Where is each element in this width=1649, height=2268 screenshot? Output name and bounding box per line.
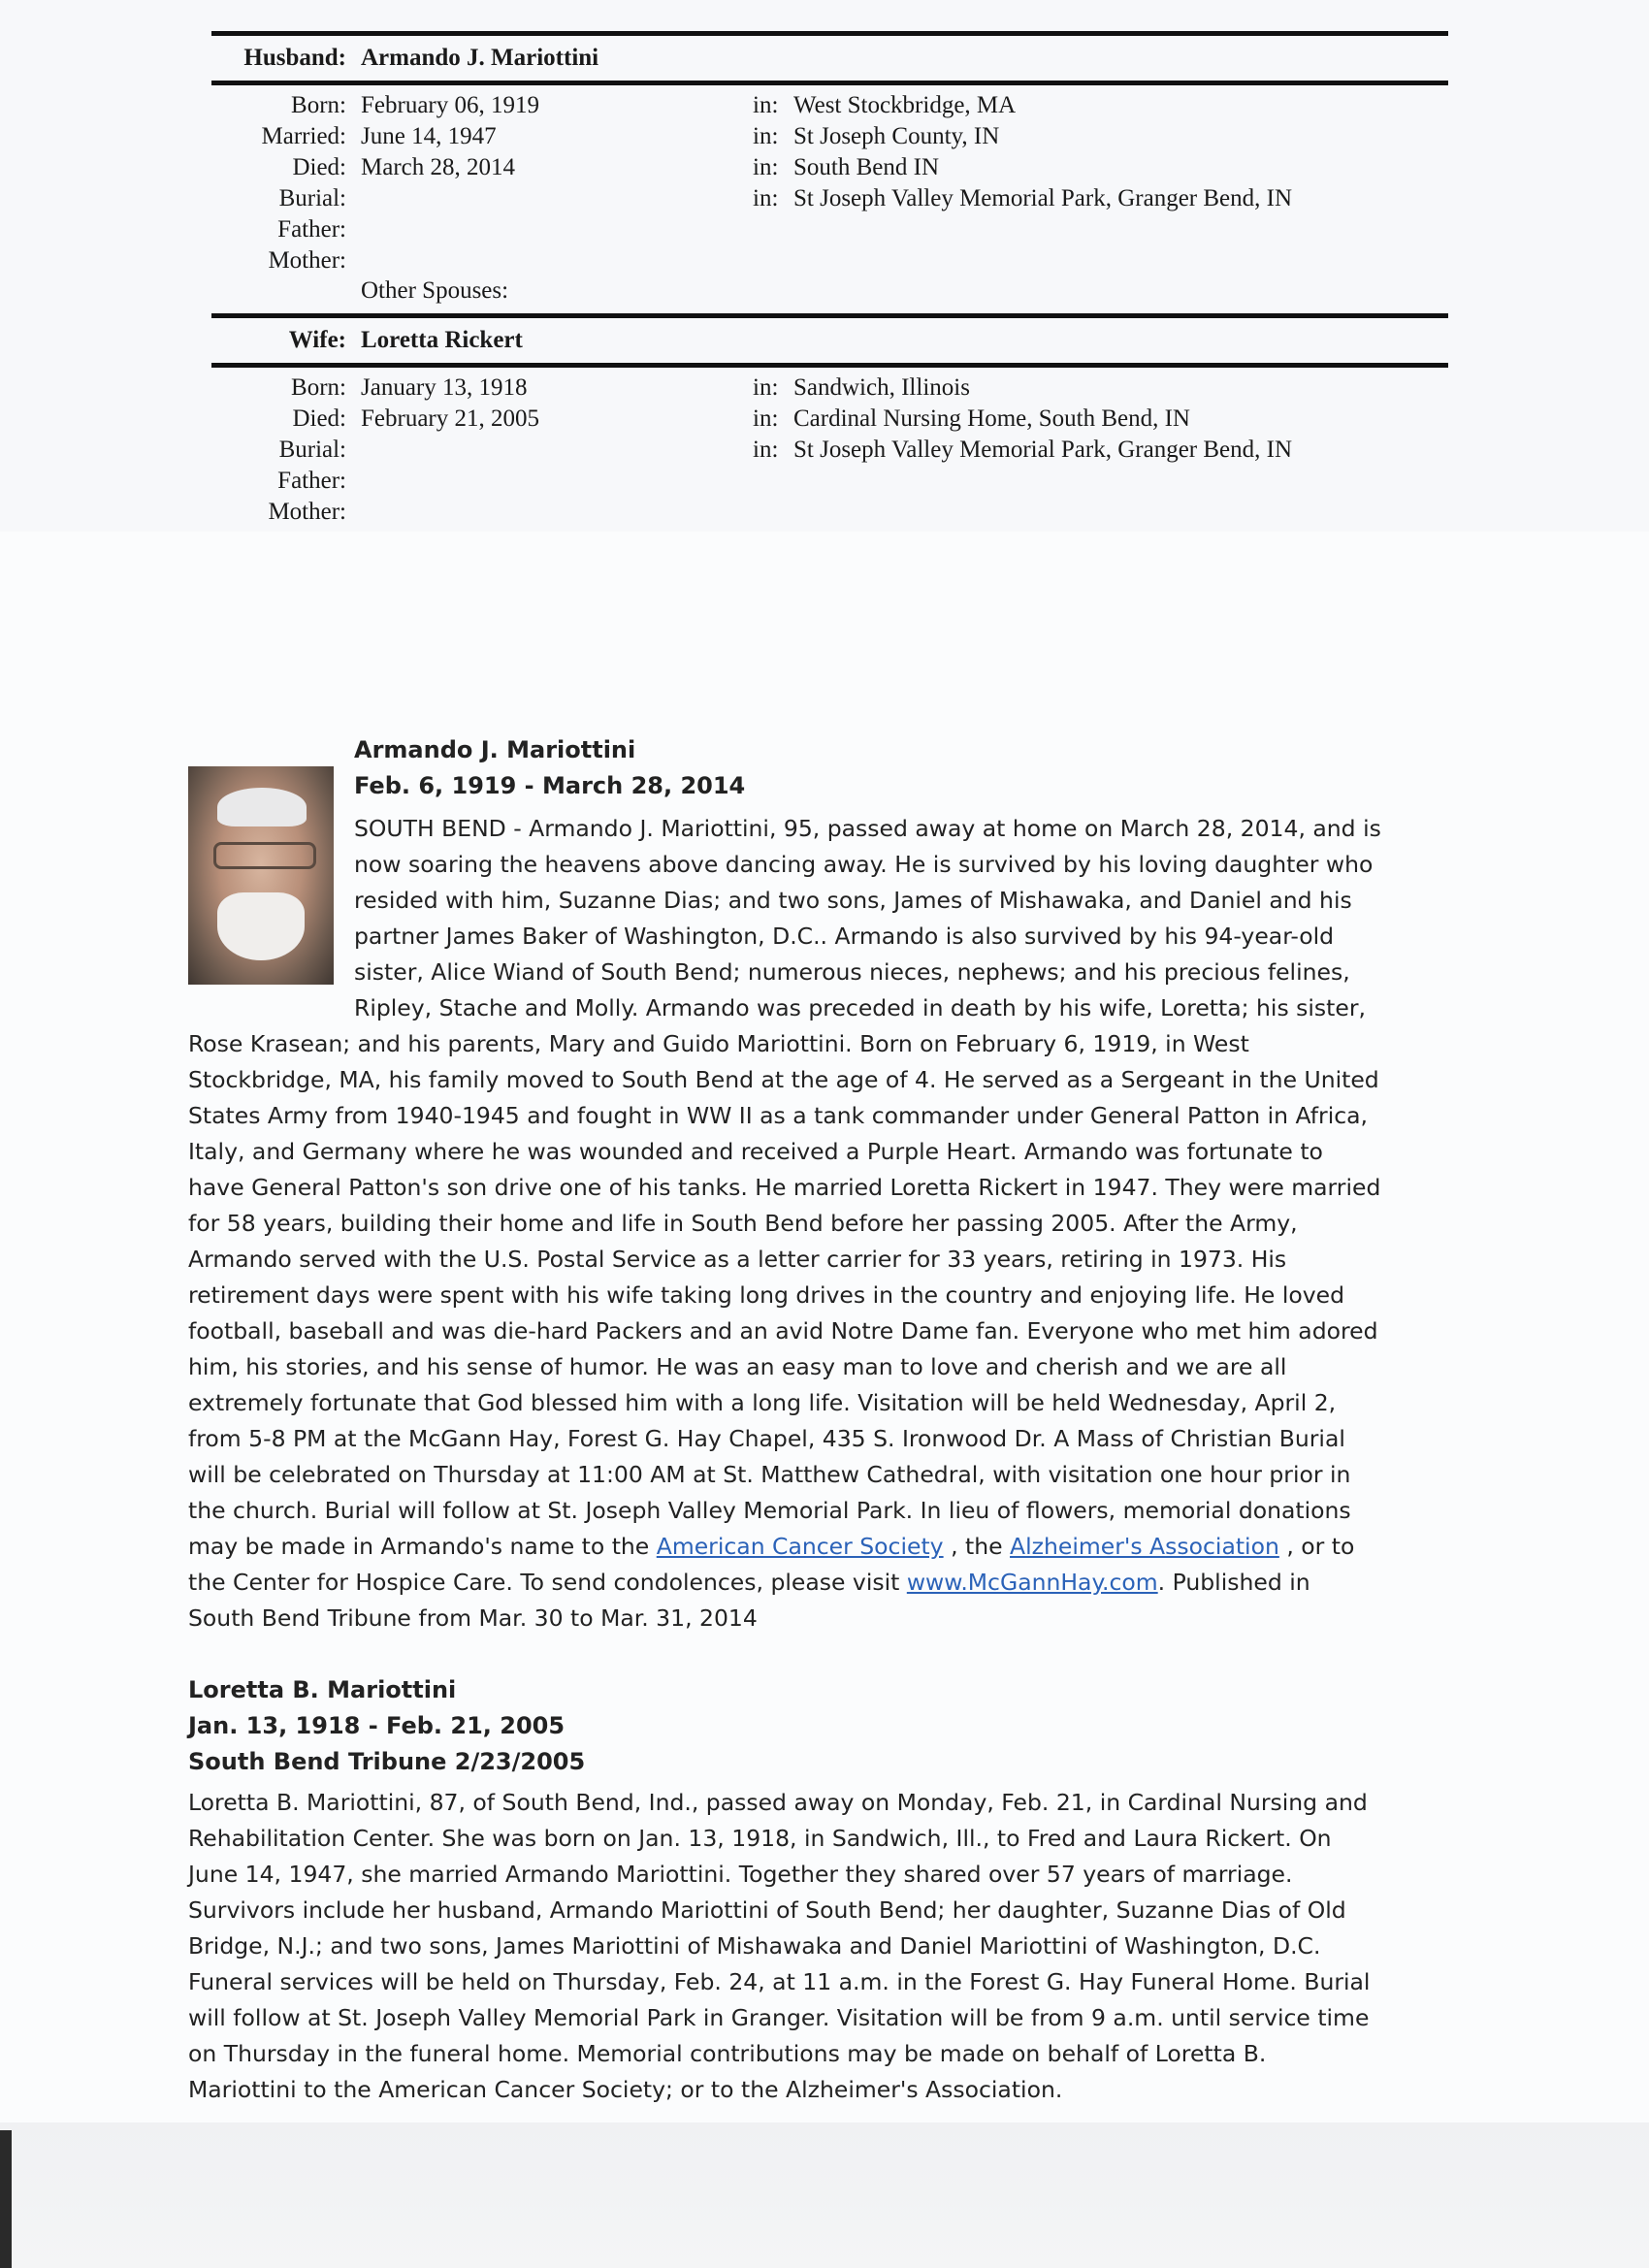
- armando-name-heading: Armando J. Mariottini: [354, 736, 636, 763]
- husband-label: Husband:: [243, 45, 346, 71]
- father-label: Father:: [277, 216, 346, 243]
- obit-line: Survivors include her husband, Armando Mariottini of South Bend; her daughter, Suzanne Dias of Old: [188, 1896, 1346, 1924]
- obit-line-with-links: [188, 1529, 1354, 1565]
- burial-place: St Joseph Valley Memorial Park, Granger Bend, IN: [793, 437, 1293, 463]
- alzheimers-association-link[interactable]: Alzheimer's Association: [1010, 1533, 1279, 1560]
- obit-line: Bridge, N.J.; and two sons, James Mariottini of Mishawaka and Daniel Mariottini of Washington, D.C.: [188, 1932, 1321, 1960]
- scanner-edge: [0, 2130, 12, 2268]
- obit-line: him, his stories, and his sense of humor. He was an easy man to love and cherish and we are all: [188, 1353, 1287, 1380]
- loretta-source-heading: South Bend Tribune 2/23/2005: [188, 1748, 586, 1775]
- in-label: in:: [753, 185, 779, 211]
- wife-name: Loretta Rickert: [361, 327, 523, 353]
- obit-line: Italy, and Germany where he was wounded and received a Purple Heart. Armando was fortunate to: [188, 1138, 1323, 1165]
- obit-line: Armando served with the U.S. Postal Service as a letter carrier for 33 years, retiring in 1973. His: [188, 1246, 1287, 1273]
- text-fragment: the Center for Hospice Care. To send condolences, please visit: [188, 1569, 907, 1596]
- died-place: South Bend IN: [793, 154, 939, 180]
- born-place: West Stockbridge, MA: [793, 92, 1017, 118]
- obit-line: the church. Burial will follow at St. Joseph Valley Memorial Park. In lieu of flowers, memorial donations: [188, 1497, 1351, 1524]
- text-fragment: . Published in: [1157, 1569, 1310, 1596]
- loretta-dates-heading: Jan. 13, 1918 - Feb. 21, 2005: [188, 1712, 566, 1739]
- obit-line: extremely fortunate that God blessed him with a long life. Visitation will be held Wednesday, April 2,: [188, 1389, 1337, 1416]
- wife-label: Wife:: [288, 327, 346, 353]
- obit-line: South Bend Tribune from Mar. 30 to Mar. 31, 2014: [188, 1604, 758, 1632]
- wife-top-rule: [211, 313, 1448, 318]
- burial-label: Burial:: [278, 185, 346, 211]
- in-label: in:: [753, 92, 779, 118]
- obit-line: Mariottini to the American Cancer Society; or to the Alzheimer's Association.: [188, 2076, 1063, 2103]
- obit-line: sister, Alice Wiand of South Bend; numerous nieces, nephews; and his precious felines,: [354, 958, 1350, 986]
- obit-line: Ripley, Stache and Molly. Armando was preceded in death by his wife, Loretta; his sister,: [354, 994, 1366, 1021]
- died-label: Died:: [292, 154, 346, 180]
- mother-label: Mother:: [268, 499, 346, 525]
- burial-place: St Joseph Valley Memorial Park, Granger Bend, IN: [793, 185, 1293, 211]
- portrait-glasses: [213, 842, 316, 869]
- portrait-hair: [217, 788, 307, 826]
- obit-line: Rose Krasean; and his parents, Mary and Guido Mariottini. Born on February 6, 1919, in West: [188, 1030, 1249, 1057]
- born-date: February 06, 1919: [361, 92, 539, 118]
- obit-line: football, baseball and was die-hard Packers and an avid Notre Dame fan. Everyone who met him adored: [188, 1317, 1378, 1345]
- obit-line: Stockbridge, MA, his family moved to South Bend at the age of 4. He served as a Sergeant in the United: [188, 1066, 1379, 1093]
- other-spouses-label: Other Spouses:: [361, 277, 509, 304]
- burial-label: Burial:: [278, 437, 346, 463]
- in-label: in:: [753, 374, 779, 401]
- obit-line: Funeral services will be held on Thursday, Feb. 24, at 11 a.m. in the Forest G. Hay Funeral Home. Burial: [188, 1968, 1371, 1995]
- obit-line: Rehabilitation Center. She was born on Jan. 13, 1918, in Sandwich, Ill., to Fred and Laura Rickert. On: [188, 1825, 1332, 1852]
- obit-line: have General Patton's son drive one of his tanks. He married Loretta Rickert in 1947. They were married: [188, 1174, 1381, 1201]
- obit-line: will be celebrated on Thursday at 11:00 AM at St. Matthew Cathedral, with visitation one hour prior in: [188, 1461, 1351, 1488]
- born-place: Sandwich, Illinois: [793, 374, 970, 401]
- loretta-name-heading: Loretta B. Mariottini: [188, 1676, 457, 1703]
- portrait-beard: [217, 892, 305, 960]
- mcgannhay-website-link[interactable]: www.McGannHay.com: [906, 1569, 1158, 1596]
- obit-line: June 14, 1947, she married Armando Mariottini. Together they shared over 57 years of marriage.: [188, 1861, 1293, 1888]
- died-date: February 21, 2005: [361, 405, 539, 432]
- in-label: in:: [753, 405, 779, 432]
- obit-line: now soaring the heavens above dancing away. He is survived by his loving daughter who: [354, 851, 1374, 878]
- died-label: Died:: [292, 405, 346, 432]
- in-label: in:: [753, 437, 779, 463]
- obit-line: from 5-8 PM at the McGann Hay, Forest G. Hay Chapel, 435 S. Ironwood Dr. A Mass of Christian Burial: [188, 1425, 1345, 1452]
- text-fragment: may be made in Armando's name to the: [188, 1533, 657, 1560]
- married-place: St Joseph County, IN: [793, 123, 1000, 149]
- in-label: in:: [753, 154, 779, 180]
- obit-line: SOUTH BEND - Armando J. Mariottini, 95, passed away at home on March 28, 2014, and is: [354, 815, 1381, 842]
- armando-portrait-photo: [188, 766, 334, 985]
- husband-rule: [211, 81, 1448, 85]
- husband-name: Armando J. Mariottini: [361, 45, 599, 71]
- scanner-shadow: [0, 2122, 1649, 2268]
- text-fragment: , or to: [1278, 1533, 1355, 1560]
- died-date: March 28, 2014: [361, 154, 515, 180]
- top-rule: [211, 31, 1448, 36]
- born-label: Born:: [291, 374, 346, 401]
- obit-line: States Army from 1940-1945 and fought in WW II as a tank commander under General Patton in Africa,: [188, 1102, 1369, 1129]
- married-label: Married:: [261, 123, 346, 149]
- father-label: Father:: [277, 468, 346, 494]
- obit-line: for 58 years, building their home and life in South Bend before her passing 2005. After the Army,: [188, 1210, 1298, 1237]
- armando-dates-heading: Feb. 6, 1919 - March 28, 2014: [354, 772, 746, 799]
- obit-line: on Thursday in the funeral home. Memorial contributions may be made on behalf of Loretta B.: [188, 2040, 1267, 2067]
- obit-line: Loretta B. Mariottini, 87, of South Bend, Ind., passed away on Monday, Feb. 21, in Cardinal Nursing and: [188, 1789, 1368, 1816]
- obit-line: will follow at St. Joseph Valley Memorial Park in Granger. Visitation will be from 9 a.m. until service time: [188, 2004, 1370, 2031]
- mother-label: Mother:: [268, 247, 346, 274]
- american-cancer-society-link[interactable]: American Cancer Society: [656, 1533, 944, 1560]
- obit-line: retirement days were spent with his wife taking long drives in the country and enjoying life. He loved: [188, 1281, 1345, 1309]
- text-fragment: , the: [943, 1533, 1011, 1560]
- obit-line: partner James Baker of Washington, D.C.. Armando is also survived by his 94-year-old: [354, 923, 1335, 950]
- obit-line-with-links: [188, 1565, 1310, 1601]
- born-date: January 13, 1918: [361, 374, 528, 401]
- died-place: Cardinal Nursing Home, South Bend, IN: [793, 405, 1190, 432]
- family-group-sheet: [0, 0, 1649, 532]
- obit-line: resided with him, Suzanne Dias; and two sons, James of Mishawaka, and Daniel and his: [354, 887, 1352, 914]
- wife-rule: [211, 363, 1448, 368]
- in-label: in:: [753, 123, 779, 149]
- married-date: June 14, 1947: [361, 123, 497, 149]
- born-label: Born:: [291, 92, 346, 118]
